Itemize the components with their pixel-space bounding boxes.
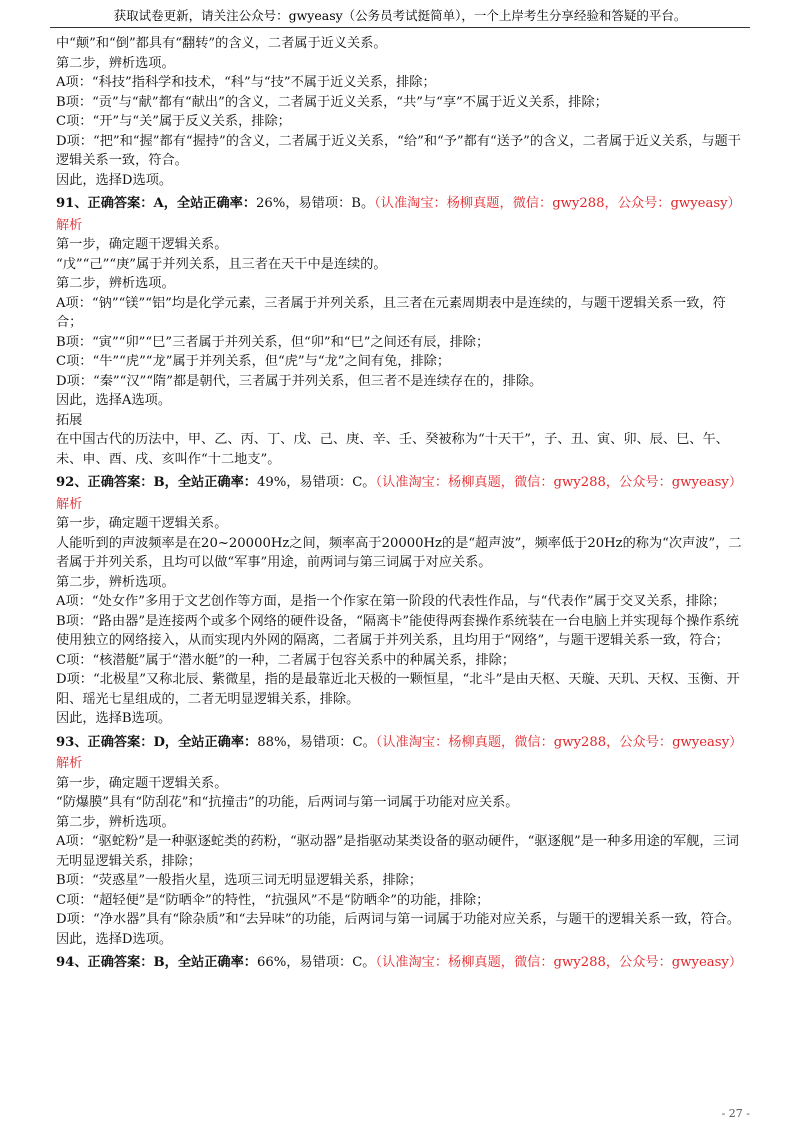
analysis-line: B项：“寅”“卯”“巳”三者属于并列关系，但“卯”和“巳”之间还有辰，排除； <box>56 334 490 350</box>
lead-line: A项：“科技”指科学和技术，“科”与“技”不属于近义关系，排除； <box>56 75 436 90</box>
lead-line: D项：“把”和“握”都有“握持”的含义，二者属于近义关系，“给”和“予”都有“送予”的含义，二者属于近义关系，与题干逻辑关系一致，符合。 <box>56 133 741 168</box>
analysis-line: A项：“驱蛇粉”是一种驱逐蛇类的药粉，“驱动器”是指驱动某类设备的驱动硬件，“驱逐舰”是一种多用途的军舰，三词无明显逻辑关系，排除； <box>56 834 739 869</box>
answer-line-91 <box>56 194 748 214</box>
answer-line-92 <box>56 473 748 493</box>
analysis-line: “戊”“己”“庚”属于并列关系，且三者在天干中是连续的。 <box>56 256 387 272</box>
page-header: 获取试卷更新，请关注公众号：gwyeasy（公务员考试挺简单），一个上岸考生分享经验和答疑的平台。 <box>113 8 687 23</box>
rate-label: 全站正确率： <box>177 475 257 490</box>
extension-heading: 拓展 <box>56 412 83 428</box>
analysis-line: D项：“净水器”具有“除杂质”和“去异味”的功能，后两词与第一词属于功能对应关系，与题干的逻辑关系一致，符合。 <box>56 912 741 927</box>
analysis-line: A项：“钠”“镁”“铝”均是化学元素，三者属于并列关系，且三者在元素周期表中是连续的，与题干逻辑关系一致，符合； <box>56 295 726 330</box>
rate-value: 66%，易错项：C。 <box>256 955 376 970</box>
analysis-line: 第一步，确定题干逻辑关系。 <box>56 775 228 791</box>
answer-value: D， <box>153 734 179 750</box>
answer-value: A， <box>153 196 177 211</box>
analysis-line: C项：“超轻便”是“防晒伞”的特性，“抗强风”不是“防晒伞”的功能，排除； <box>56 892 490 908</box>
answer-label: 94、正确答案： <box>56 955 154 970</box>
ad-text: （认准淘宝：杨柳真题，微信：gwy288，公众号：gwyeasy） <box>374 196 741 211</box>
answer-value: B， <box>153 475 178 490</box>
answer-label: 93、正确答案： <box>56 734 154 750</box>
analysis-line: 第一步，确定题干逻辑关系。 <box>56 237 228 252</box>
analysis-line: 第二步，辨析选项。 <box>56 814 175 830</box>
analysis-line: A项：“处女作”多用于文艺创作等方面，是指一个作家在第一阶段的代表性作品，与“代表作”属于交叉关系，排除； <box>56 594 726 609</box>
analysis-line: D项：“秦”“汉”“隋”都是朝代，三者属于并列关系，但三者不是连续存在的，排除。 <box>56 373 543 389</box>
rate-label: 全站正确率： <box>178 734 258 750</box>
analysis-line: D项：“北极星”又称北辰、紫微星，指的是最靠近北天极的一颗恒星，“北斗”是由天枢、天璇、天玑、天权、玉衡、开阳、瑶光七星组成的，二者无明显逻辑关系，排除。 <box>56 672 740 707</box>
extension-text: 在中国古代的历法中，甲、乙、丙、丁、戊、己、庚、辛、壬、癸被称为“十天干”，子、丑、寅、卯、辰、巳、午、未、申、酉、戌、亥叫作“十二地支”。 <box>56 432 729 467</box>
rate-value: 26%，易错项：B。 <box>256 196 375 211</box>
answer-value: B， <box>153 955 178 970</box>
lead-line: 因此，选择D选项。 <box>56 172 173 188</box>
analysis-line: “防爆膜”具有“防刮花”和“抗撞击”的功能，后两词与第一词属于功能对应关系。 <box>56 795 519 810</box>
answer-label: 91、正确答案： <box>56 196 154 211</box>
lead-line: 中“颠”和“倒”都具有“翻转”的含义，二者属于近义关系。 <box>56 36 387 51</box>
answer-line-94 <box>56 953 748 973</box>
rate-value: 49%，易错项：C。 <box>256 475 376 490</box>
analysis-line: B项：“路由器”是连接两个或多个网络的硬件设备，“隔离卡”能使得两套操作系统装在一台电脑上并实现每个操作系统使用独立的网络接入，从而实现内外网的隔离，二者属于并列关系，且均用于“网络”，与题干逻辑关系一致，符合； <box>56 613 739 648</box>
rate-label: 全站正确率： <box>177 955 257 970</box>
answer-line-93 <box>56 733 748 753</box>
analysis-line: 因此，选择A选项。 <box>56 393 172 408</box>
analysis-line: C项：“核潜艇”属于“潜水艇”的一种，二者属于包容关系中的种属关系，排除； <box>56 652 516 668</box>
header-divider <box>50 27 750 28</box>
analysis-line: 第二步，辨析选项。 <box>56 276 175 291</box>
answer-label: 92、正确答案： <box>56 475 154 490</box>
lead-line: B项：“贡”与“献”都有“献出”的含义，二者属于近义关系，“共”与“享”不属于近义关系，排除； <box>56 94 608 110</box>
rate-label: 全站正确率： <box>176 196 257 211</box>
analysis-heading: 解析 <box>56 756 83 771</box>
analysis-line: B项：“荧惑星”一般指火星，选项三词无明显逻辑关系，排除； <box>56 873 423 888</box>
analysis-line: 人能听到的声波频率是在20~20000Hz之间，频率高于20000Hz的是“超声波”，频率低于20Hz的称为“次声波”，二者属于并列关系，且均可以做“军事”用途，前两词与第三词属于对应关系。 <box>56 535 742 570</box>
document-body <box>56 34 748 975</box>
rate-value: 88%，易错项：C。 <box>257 734 376 750</box>
lead-line: 第二步，辨析选项。 <box>56 55 175 71</box>
ad-text: （认准淘宝：杨柳真题，微信：gwy288，公众号：gwyeasy） <box>375 475 743 490</box>
analysis-heading: 解析 <box>56 217 83 233</box>
lead-line: C项：“开”与“关”属于反义关系，排除； <box>56 114 291 129</box>
analysis-line: 因此，选择B选项。 <box>56 711 172 726</box>
analysis-line: C项：“牛”“虎”“龙”属于并列关系，但“虎”与“龙”之间有兔，排除； <box>56 354 451 369</box>
ad-text: （认准淘宝：杨柳真题，微信：gwy288，公众号：gwyeasy） <box>375 955 743 970</box>
ad-text: （认准淘宝：杨柳真题，微信：gwy288，公众号：gwyeasy） <box>375 734 743 750</box>
analysis-heading: 解析 <box>56 496 83 512</box>
analysis-line: 第一步，确定题干逻辑关系。 <box>56 516 228 531</box>
page-number: - 27 - <box>721 1107 750 1120</box>
analysis-line: 因此，选择D选项。 <box>56 931 173 947</box>
analysis-line: 第二步，辨析选项。 <box>56 574 175 590</box>
